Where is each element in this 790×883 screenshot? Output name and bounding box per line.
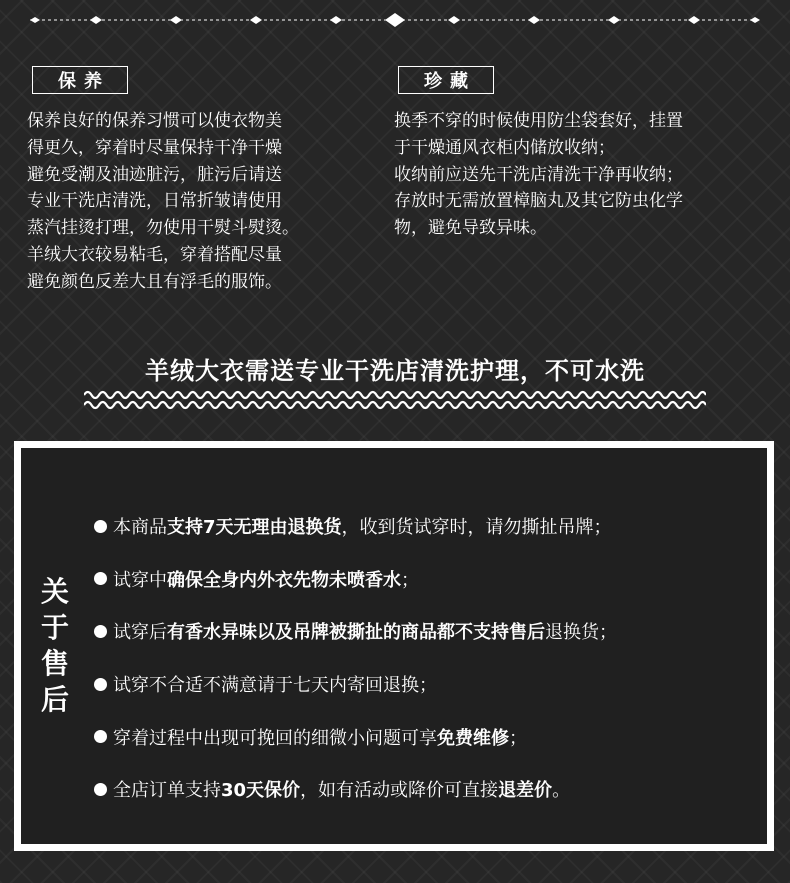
item-text: 试穿后: [113, 622, 167, 644]
after-sale-item: [94, 658, 617, 711]
item-text: 全店订单支持: [113, 780, 221, 802]
item-text: 本商品: [113, 517, 167, 539]
care-line: 羊绒大衣较易粘毛，穿着搭配尽量: [27, 244, 282, 265]
title-char: 售: [40, 647, 69, 680]
care-line: 避免受潮及油迹脏污，脏污后请送: [27, 164, 282, 185]
title-char: 后: [40, 683, 69, 716]
care-line: 得更久，穿着时尽量保持干净干燥: [27, 137, 282, 158]
after-sale-list: [94, 500, 617, 816]
storage-line: 收纳前应送先干洗店清洗干净再收纳；: [394, 164, 683, 185]
item-text: 退换货；: [545, 622, 617, 644]
after-sale-item: [94, 605, 617, 658]
after-sale-item: [94, 710, 617, 763]
care-line: 避免颜色反差大且有浮毛的服饰。: [27, 271, 282, 292]
bullet-icon: [94, 678, 107, 691]
title-char: 关: [40, 575, 69, 608]
after-sale-item: [94, 553, 617, 606]
storage-label-text: 珍藏: [424, 71, 476, 92]
wavy-divider: [84, 388, 706, 412]
item-text: 试穿中: [113, 569, 167, 591]
storage-label: [398, 66, 494, 94]
bullet-icon: [94, 572, 107, 585]
item-text: ，如有活动或降价可直接: [300, 780, 499, 802]
bullet-icon: [94, 520, 107, 533]
care-text: [27, 108, 372, 296]
after-sale-item: [94, 500, 617, 553]
item-emphasis: 退差价: [498, 780, 553, 802]
item-emphasis: 支持7天无理由退换货: [167, 517, 342, 539]
care-line: 保养良好的保养习惯可以使衣物美: [27, 111, 282, 131]
title-char: 于: [40, 611, 69, 644]
top-decorative-border: [30, 10, 760, 30]
storage-line: 物，避免导致异味。: [394, 218, 547, 239]
storage-line: 换季不穿的时候使用防尘袋套好，挂置: [394, 111, 683, 131]
item-text: ；: [401, 569, 419, 591]
care-line: 专业干洗店清洗，日常折皱请使用: [27, 191, 282, 212]
after-sale-title: [35, 574, 75, 718]
item-text: 。: [552, 780, 571, 802]
storage-line: 于干燥通风衣柜内储放收纳；: [394, 137, 615, 158]
storage-line: 存放时无需放置樟脑丸及其它防虫化学: [394, 191, 683, 212]
care-label-text: 保养: [58, 71, 110, 92]
bullet-icon: [94, 783, 107, 796]
item-emphasis: 30天保价: [221, 780, 301, 802]
item-text: ，收到货试穿时，请勿撕扯吊牌；: [341, 517, 612, 539]
item-text: 试穿不合适不满意请于七天内寄回退换；: [113, 675, 437, 697]
item-text: 穿着过程中出现可挽回的细微小问题可享: [113, 727, 437, 749]
bullet-icon: [94, 625, 107, 638]
storage-text: [394, 108, 764, 242]
item-emphasis: 确保全身内外衣先物未喷香水: [167, 569, 401, 591]
bullet-icon: [94, 730, 107, 743]
care-line: 蒸汽挂烫打理，勿使用干熨斗熨烫。: [27, 218, 299, 239]
washing-headline: 羊绒大衣需送专业干洗店清洗护理，不可水洗: [145, 357, 645, 385]
item-emphasis: 免费维修: [437, 727, 509, 749]
item-text: ；: [509, 727, 527, 749]
care-label: [32, 66, 128, 94]
after-sale-item: [94, 763, 617, 816]
item-emphasis: 有香水异味以及吊牌被撕扯的商品都不支持售后: [167, 622, 545, 644]
